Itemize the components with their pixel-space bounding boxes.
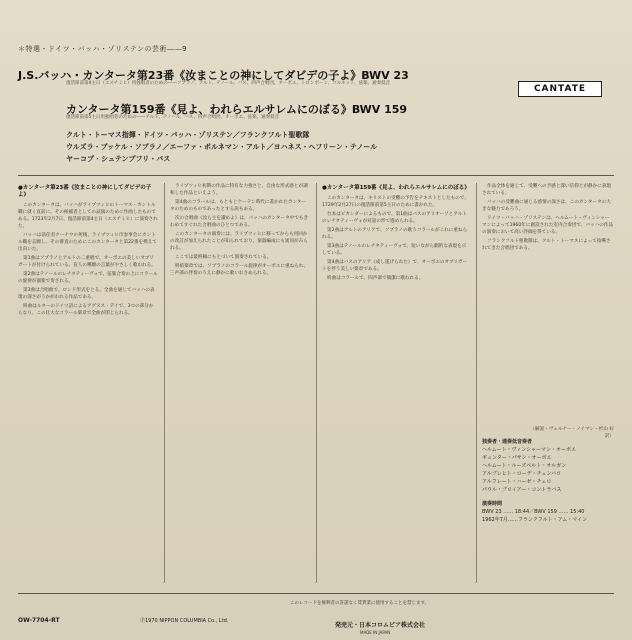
notes-column-1	[18, 183, 158, 583]
performer-line: ヤーコプ・シュテンプフリ・バス	[66, 155, 171, 163]
paragraph: 次の合唱曲《汝ら主を讃めよ》は、バッハのカンタータ中でもきわめてすぐれた合唱曲のひとつである。	[170, 216, 309, 228]
cantata-23-subtitle: 復活節前第4主日（エスチミヒ）用独唱者のための――ソプラノ、アルト、テノール、バス、四声合唱団、オーボエ、トロンボーン、コルネット、弦楽、通奏低音	[66, 81, 391, 86]
paragraph: 終曲はルターのドイツ語によるアグヌス・デイで、3つの部分からなり、この壮大なコラール楽章で全曲が閉じられる。	[18, 304, 154, 316]
cantata-159-subtitle: 復活節前第5主日用独唱者のための――アルト、テノール、バス、四声合唱団、オーボエ、弦楽、通奏低音	[66, 115, 280, 120]
staff-member: アルブレヒト・ローデ・チェンバロ	[482, 471, 562, 477]
paragraph: 第4曲のコラールは、もともとケーテン時代に書かれたカンタータのためのものであったとする説もある。	[170, 200, 307, 212]
paragraph: このカンタータは、キリストの受難の予告をテキストとしたもので、1729年2月27日の復活節前第5主日のために書かれた。	[322, 196, 469, 208]
performer-line: クルト・トーマス指揮・ドイツ・バッハ・ゾリステン／フランクフルト聖歌隊	[66, 131, 310, 139]
notes-signature: （解説・ヴェルナー・ノイマン・杉山 好 訳）	[530, 427, 614, 439]
paragraph: このカンタータは、バッハがライプツィヒのトーマス・カントル職に就く直前に、その候補者としての試演のために作曲したものである。1723年2月7日、復活節前第4主日（エスチミヒ）に演奏された。	[18, 203, 158, 229]
paragraph: 第4曲はバスのアリア《成し遂げられた》で、オーボエのオブリガートを伴う美しい楽章である。	[322, 260, 468, 272]
paragraph: 第3曲はテノールのレチタティーヴォで、短いながら劇的な表現を示している。	[322, 244, 467, 256]
cantata-159-title: カンタータ第159番《見よ、われらエルサレムにのぼる》BWV 159	[66, 103, 408, 116]
header-divider	[18, 175, 614, 176]
paragraph: ドイツ・バッハ・ゾリステンは、ヘルムート・ヴィンシャーマンによって1960年に創設された室内合奏団で、バッハの作品の演奏において高い評価を得ている。	[482, 216, 614, 235]
paragraph: バッハの受難曲に通じる感情の深さは、このカンタータの大きな魅力であろう。	[482, 200, 611, 212]
cantata-23-title: J.S.バッハ・カンタータ第23番《汝まことの神にしてダビデの子よ》BWV 23	[18, 69, 409, 82]
section-heading: ●カンタータ第23番《汝まことの神にしてダビデの子よ》	[18, 185, 152, 198]
paragraph: 終結楽章では、ソプラノのコラール旋律がオーボエに重ねられ、三声部の伴奏のうえに静かに歌いおさめられる。	[170, 264, 309, 276]
made-in-japan: MADE IN JAPAN	[360, 630, 391, 635]
paragraph: ライプツィヒ初期の作品に特有な力強さと、自由な形式感とが調和した作品といえよう。	[170, 184, 308, 196]
publisher-name: 発売元・日本コロムビア株式会社	[335, 622, 426, 629]
staff-credits	[482, 438, 587, 524]
recording-info: BWV 23 …… 18:44／BWV 159 …… 15:40	[482, 509, 585, 515]
paragraph: ここでは最終稿にもとづいて演奏されている。	[175, 255, 272, 260]
performer-line: ウルズラ・ブッケル・ソプラノ／エーファ・ボルネマン・アルト／ヨハネス・ヘフリーン・テノール	[66, 143, 378, 151]
staff-member: アルフレート・ハーゼ・チェロ	[482, 479, 552, 485]
paragraph: 第3曲は合唱曲で、ロンド形式をとる。全曲を通じてバッハの表現の深さがうかがわれる作品である。	[18, 288, 155, 300]
column-divider	[316, 183, 317, 583]
copyright-notice: Ⓟ1970 NIPPON COLUMBIA Co., Ltd.	[140, 618, 229, 624]
rental-notice: このレコードを権利者の許諾なく賃貸業に使用することを禁じます。	[290, 601, 430, 606]
column-divider	[164, 183, 165, 583]
paragraph: 台本はピカンダーによるもので、第1曲はバスのアリオーソとアルトのレチタティーヴォが対話の形で進められる。	[322, 212, 467, 224]
section-heading: ●カンタータ第159番《見よ、われらエルサレムにのぼる》	[322, 185, 470, 191]
staff-member: パウル・ブロイアー・コントラバス	[482, 487, 562, 493]
recording-info: 1962年7月……フランクフルト・アム・マイン	[482, 517, 588, 523]
paragraph: このカンタータの演奏には、ライプツィヒに移ってからも何回かの改訂が加えられたことが知られており、楽器編成にも異同がみられる。	[170, 232, 308, 251]
staff-member: ヘルムート・ヴィンシャーマン・オーボエ	[482, 447, 577, 453]
paragraph: バッハは前任者クーナウの死後、ライプツィヒ市参事会にカントル職を志願し、その審査のためにこのカンタータと第22番を携えて出向いた。	[18, 233, 157, 252]
catalog-number: OW-7704-RT	[18, 617, 60, 624]
paragraph: 第2曲はテノールのレチタティーヴォで、弦楽合奏の上にコラールの旋律が器楽で奏される。	[18, 272, 158, 284]
paragraph: 終曲はコラールで、四声部で簡潔に歌われる。	[327, 276, 424, 281]
footer-divider	[18, 593, 614, 594]
series-caption: ＊特選・ドイツ・バッハ・ゾリステンの芸術――9	[18, 45, 187, 53]
column-divider	[476, 183, 477, 583]
staff-member: ギュンター・パサン・オーボエ	[482, 455, 552, 461]
notes-column-3	[322, 183, 470, 583]
paragraph: 作品全体を通じて、受難への予感と深い信仰とが静かに表現されている。	[482, 184, 611, 196]
staff-heading: 独奏者・通奏低音奏者	[482, 439, 533, 445]
cantate-label-logo: CANTATE	[518, 81, 602, 97]
notes-column-2	[170, 183, 310, 583]
paragraph: 第2曲はアルトのアリアで、ソプラノの歌うコラールがこれに重ねられる。	[322, 228, 468, 240]
recording-heading: 演奏時間	[482, 501, 503, 507]
notes-column-4	[482, 183, 614, 423]
paragraph: 第1曲はソプラノとアルトの二重唱で、オーボエの美しいオブリガートが付けられている。盲人の嘆願の言葉がやさしく歌われる。	[18, 256, 156, 268]
paragraph: フランクフルト聖歌隊は、クルト・トーマスによって指導されてきた合唱団である。	[482, 239, 611, 251]
staff-member: ヘルムート・ルーズベルト・オルガン	[482, 463, 567, 469]
